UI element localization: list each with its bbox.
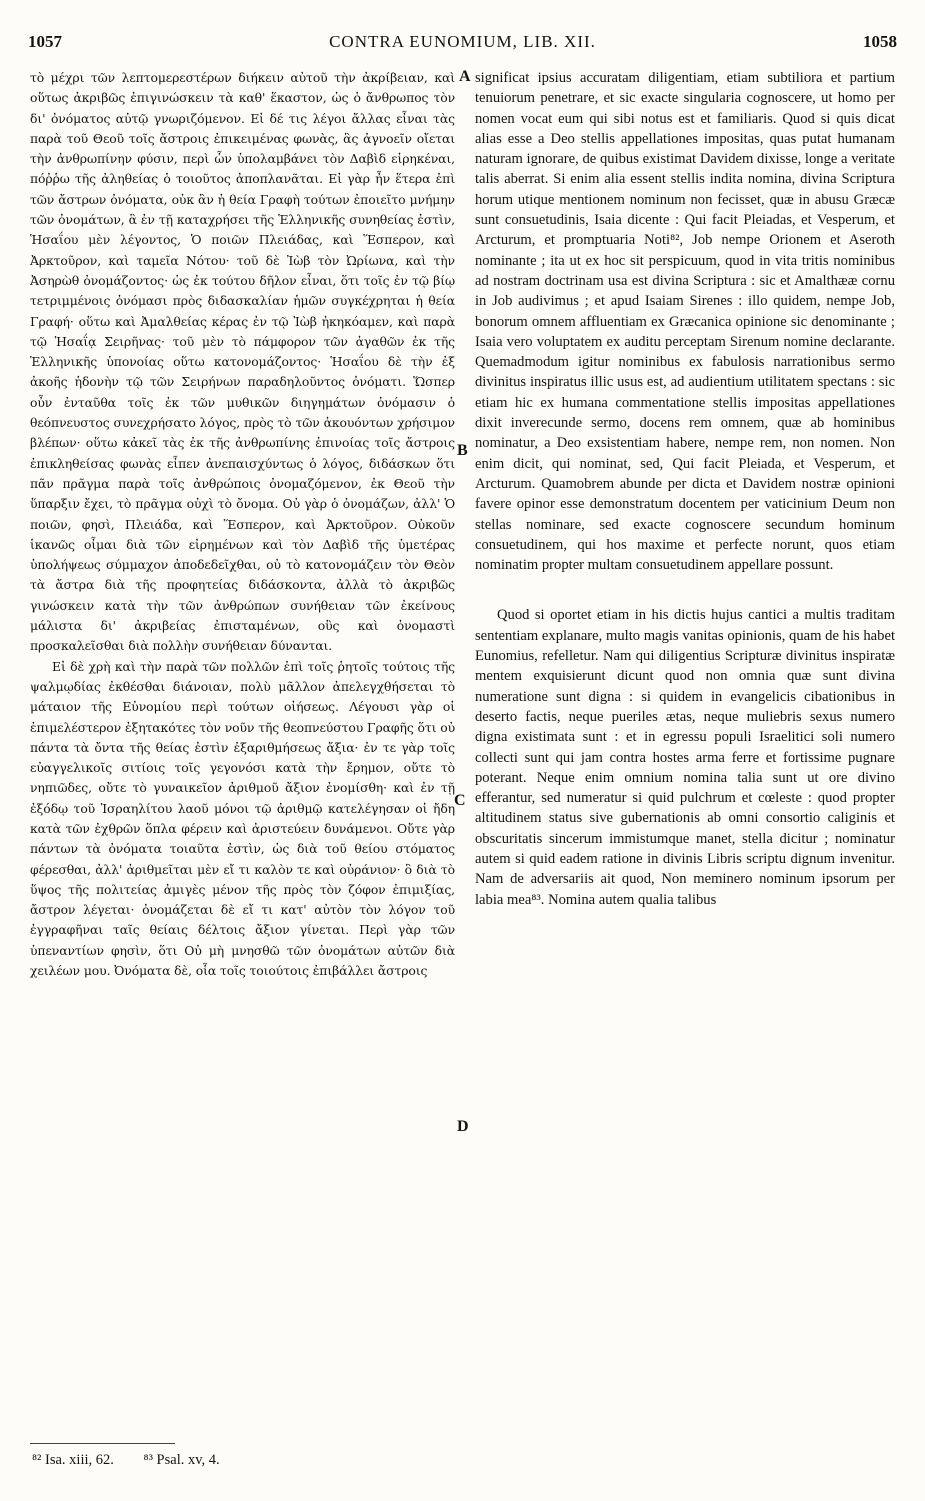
right-page-number: 1058 [863, 32, 897, 51]
latin-paragraph-2: Quod si oportet etiam in his dictis hujus cantici a multis traditam sententiam explanare, multo magis vanitas opinionis, quam de his habet Eunomius, refelletur. Nam qui diligentius Scripturæ divinitus inspiratæ mentem exquisierunt dicunt quod non omnia quæ sunt divina numeratione sunt digna : si quidem in evangelicis cibationibus in deserto factis, neque pueriles ætas, neque muliebris sexus numero digna existimata sunt : et in egressu populi Israelitici soli numero collecti sunt qui jam contra hostes arma ferre et fortissime pugnare poterant. Neque enim omnium nomina talia sunt ut ore divino efferantur, sed numeratur si quid pulchrum et cœleste : quod propter altitudinem status sive gubernationis ab omni consortio caliginis et obscuritatis sincerum immistumque manet, stella dicitur ; nominatur autem si quid eadem ratione in divinis Libris scriptu dignum invenitur. Nam de adversariis ait quod, Non meminero nominum ipsorum per labia mea⁸³. Nomina autem qualia talibus [475, 607, 895, 908]
greek-paragraph-1: τὸ μέχρι τῶν λεπτομερεστέρων διήκειν αὐτοῦ τὴν ἀκρίβειαν, καὶ οὕτως ἀκριβῶς ἐπιγινώσκειν τὰ καθ' ἕκαστον, ὡς ὁ ἄνθρωπος τὸν δι' ὀνόματος αὐτῷ γνωριζόμενον. Εἰ δέ τις λέγοι ἄλλας εἶναι τὰς παρὰ τοῦ Θεοῦ τοῖς ἄστροις ἐπικειμένας φωνὰς, ἃς ἀγνοεῖν οἴεται τὴν ἀνθρωπίνην φύσιν, περὶ ὧν ὑπολαμβάνει τὸν Δαβὶδ εἰρηκέναι, πόῤῥω τῆς ἀληθείας ὁ τοιοῦτος ἀποπλανᾶται. Εἰ γὰρ ἦν ἕτερα ἐπὶ τῶν ἄστρων ὀνόματα, οὐκ ἂν ἡ θεία Γραφὴ τούτων ἐποιεῖτο μνήμην τῶν ὀνομάτων, ἃ ἐν τῇ καταχρήσει τῆς Ἑλληνικῆς συνηθείας ἐστὶν, Ἡσαΐου μὲν λέγοντος, Ὁ ποιῶν Πλειάδας, καὶ Ἕσπερον, καὶ Ἀρκτοῦρον, καὶ ταμεῖα Νότου· τοῦ δὲ Ἰὼβ τὸν Ὠρίωνα, καὶ τὴν Ἀσηρὼθ ὀνομάζοντος· ὡς ἐκ τούτου δῆλον εἶναι, ὅτι τοῖς ἐν τῷ βίῳ τετριμμένοις ὀνόμασι πρὸς διδασκαλίαν ἡμῶν συγκέχρηται ἡ θεία Γραφή· οὕτω καὶ Ἀμαλθείας κέρας ἐν τῷ Ἰὼβ ἠκηκόαμεν, καὶ παρὰ τῷ Ἡσαΐᾳ Σειρῆνας· τοῦ μὲν τὸ πάμφορον τῶν ἀγαθῶν ἐκ τῆς Ἑλληνικῆς ὑπονοίας οὕτω κατονομάζοντος· Ἡσαΐου δὲ τὴν ἐξ ἀκοῆς ἡδονὴν τῷ τῶν Σειρήνων παραδηλοῦντος ὀνόματι. Ὥσπερ οὖν ἐνταῦθα τοῖς ἐκ τῶν μυθικῶν διηγημάτων ὀνόμασιν ὁ θεόπνευστος συνεχρήσατο λόγος, πρὸς τὸ τῶν ἀκουόντων χρήσιμον βλέπων· οὕτω κἀκεῖ τὰς ἐκ τῆς ἀνθρωπίνης ἐπινοίας τοῖς ἄστροις ἐπικληθείσας φωνὰς εἶπεν ἀνεπαισχύντως ὁ λόγος, διδάσκων ὅτι πᾶν πρᾶγμα παρὰ τοῖς ἀνθρώποις ὀνομαζόμενον, ἐκ Θεοῦ τὴν ὕπαρξιν ἔχει, τὸ πρᾶγμα οὐχὶ τὸ ὄνομα. Οὐ γὰρ ὁ ὀνομάζων, ἀλλ' Ὁ ποιῶν, φησὶ, Πλειάδα, καὶ Ἕσπερον, καὶ Ἀρκτοῦρον. Οὐκοῦν ἱκανῶς οἶμαι διὰ τῶν εἰρημένων καὶ τὸν Δαβὶδ τῆς ὑμετέρας ὑπολήψεως σύμμαχον ἀποδεδεῖχθαι, οὐ τὸ κατονομάζειν τὸν Θεὸν τὰ ἄστρα διὰ τῆς προφητείας διδάσκοντα, ἀλλὰ τὸ ἀκριβῶς γινώσκειν κατὰ τὴν τῶν ἀνθρώπων συνήθειαν τῶν ἐκείνους μάλιστα δι' ἀκριβείας ἐπισταμένων, οὓς καὶ ὀνομαστὶ προσκαλεῖσθαι διὰ πολλὴν συνήθειαν δύνανται. [30, 70, 455, 654]
section-marker-d: D [457, 1118, 469, 1135]
footnotes [32, 1452, 246, 1469]
section-marker-c: C [454, 792, 466, 809]
footnote-82: ⁸² Isa. xiii, 62. [32, 1452, 114, 1468]
greek-paragraph-2: Εἰ δὲ χρὴ καὶ τὴν παρὰ τῶν πολλῶν ἐπὶ τοῖς ῥητοῖς τούτοις τῆς ψαλμῳδίας ἐκθέσθαι διάνοιαν, πολὺ μᾶλλον ἀπελεγχθήσεται τὸ μάταιον τῆς Εὐνομίου περὶ τούτων οἰήσεως. Λέγουσι γὰρ οἱ ἐπιμελέστερον ἐξητακότες τὸν νοῦν τῆς θεοπνεύστου Γραφῆς ὅτι οὐ πάντα τὰ ὄντα τῆς θείας ἐστὶν ἐξαριθμήσεως ἄξια· ἐν τε γὰρ τοῖς εὐαγγελικοῖς σιτίοις τοῖς γεγονόσι κατὰ τὴν ἔρημον, οὔτε τὸ νηπιῶδες, οὔτε τὸ γυναικεῖον ἀριθμοῦ ἄξιον ἐνομίσθη· καὶ ἐν τῇ ἐξόδῳ τοῦ Ἰσραηλίτου λαοῦ μόνοι τῷ ἀριθμῷ κατελέγησαν οἱ ἤδη κατὰ τῶν ἐχθρῶν ὅπλα φέρειν καὶ ἀριστεύειν δυνάμενοι. Οὔτε γὰρ πάντων τὰ ὀνόματα τοιαῦτα ἐστὶν, ὡς διὰ τοῦ θείου στόματος φέρεσθαι, ἀλλ' ἀριθμεῖται μὲν εἴ τι καλὸν τε καὶ οὐράνιον· ὃ διὰ τὸ ὕψος τῆς πολιτείας ἀμιγὲς μένον τῆς πρὸς τὸν ζόφον ἐπιμιξίας, ἄστρον λέγεται· ὀνομάζεται δὲ εἴ τι κατ' αὐτὸν τὸν λόγον τοῦ ἐγγραφῆναι ταῖς θείαις δέλτοις ἄξιον γίνεται. Περὶ γὰρ τῶν ὑπεναντίων φησὶν, ὅτι Οὐ μὴ μνησθῶ τῶν ὀνομάτων αὐτῶν διὰ χειλέων μου. Ὀνόματα δὲ, οἷα τοῖς τοιούτοις ἐπιβάλλει ἄστροις [30, 658, 455, 979]
latin-paragraph-1: significat ipsius accuratam diligentiam, etiam subtiliora et partium tenuiorum penetrare, et sic exacte singularia cognoscere, ut homo per nomen vocat eum qui sibi notus est et familiaris. Quod si quis dicat alias esse a Deo stellis appellationes impositas, quas putat humanam naturam ignorare, de quibus existimat Davidem dixisse, longe a veritate talis aberrat. Si enim alia essent stellis indita nomina, divina Scriptura horum utique mentionem nominum non fecisset, quæ in abusu Græcæ sunt consuetudinis, Isaia dicente : Qui facit Pleiadas, et Vesperum, et Arcturum, et promptuaria Noti⁸², Job nempe Orionem et Aseroth nominante ; ita ut ex hoc sit perspicuum, quod in vita tritis nominibus ad nostram doctrinam usa est divina Scriptura : sic et Amalthææ cornu in Job audivimus ; et apud Isaiam Sirenes : illo quidem, nempe Job, bonorum omnem affluentiam ex Græcanica opinione sic denominante ; Isaia vero voluptatem ex auditu perceptam Sirenum nomine declarante. Quemadmodum igitur nominibus ex fabulosis narrationibus sermo divinitus inspiratus illic usus est, ad audientium utilitatem spectans : sic etiam hic ex humana commentatione stellis impositas appellationes dixit inverecunde sermo, docens rem omnem, quæ ab hominibus nominatur, a Deo exsistentiam habere, nempe rem, non nomen. Non enim dicit, qui nominat, sed, Qui facit Pleiada, et Vesperum, et Arcturum. Quamobrem abunde per dicta et Davidem nostræ opinioni favere opinor esse demonstratum docentem per vaticinium Deum non stellas nominare, sed exacte cognoscere secundum hominum consuetudinem, qui hos maxime et perfecte norunt, quos etiam nominatim propter multam consuetudinem appellare possunt. [475, 70, 895, 574]
footnote-rule [30, 1443, 175, 1444]
footnote-83: ⁸³ Psal. xv, 4. [143, 1452, 220, 1468]
running-title: CONTRA EUNOMIUM, LIB. XII. [329, 32, 596, 51]
left-page-number: 1057 [28, 32, 62, 51]
page-header [28, 32, 897, 58]
greek-column [30, 68, 455, 981]
section-marker-a: A [459, 68, 471, 85]
section-marker-b: B [457, 442, 468, 459]
latin-column [475, 68, 895, 910]
